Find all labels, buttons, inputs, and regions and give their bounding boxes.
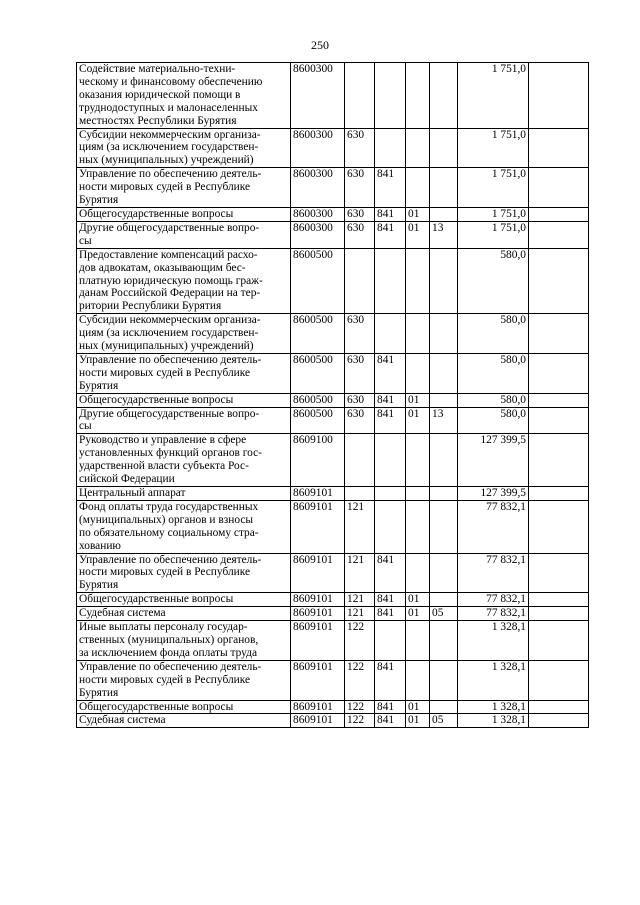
row-name — [77, 128, 291, 168]
row-name-line: Другие общегосударственные вопро- — [79, 407, 260, 420]
row-grbs-code — [375, 248, 406, 314]
row-vr-code: 630 — [345, 128, 375, 168]
table-row — [77, 128, 589, 168]
row-empty-cell — [529, 128, 589, 168]
row-name — [77, 621, 291, 661]
row-empty-cell — [529, 353, 589, 393]
row-name — [77, 700, 291, 714]
row-vr-code: 122 — [345, 700, 375, 714]
row-amount: 1 751,0 — [458, 168, 529, 208]
table-row — [77, 221, 589, 248]
row-amount: 1 328,1 — [458, 714, 529, 728]
row-pr-code — [430, 207, 458, 221]
row-name-line: Судебная система — [79, 607, 166, 620]
row-empty-cell — [529, 487, 589, 501]
page-number: 250 — [311, 38, 329, 52]
row-name-line: Общегосударственные вопросы — [79, 393, 234, 406]
row-amount: 580,0 — [458, 353, 529, 393]
row-name — [77, 221, 291, 248]
row-name — [77, 500, 291, 553]
row-name-line: Субсидии некоммерческим организа- — [79, 314, 261, 327]
row-vr-code: 630 — [345, 314, 375, 354]
row-amount: 1 328,1 — [458, 660, 529, 700]
row-csr-code: 8600300 — [291, 207, 345, 221]
row-amount: 580,0 — [458, 248, 529, 314]
row-name — [77, 660, 291, 700]
table-row — [77, 63, 589, 129]
row-vr-code — [345, 63, 375, 129]
row-csr-code: 8609101 — [291, 487, 345, 501]
row-grbs-code — [375, 128, 406, 168]
row-grbs-code: 841 — [375, 407, 406, 434]
row-vr-code: 630 — [345, 393, 375, 407]
row-grbs-code — [375, 500, 406, 553]
row-empty-cell — [529, 314, 589, 354]
row-csr-code: 8609100 — [291, 434, 345, 487]
row-empty-cell — [529, 248, 589, 314]
row-amount: 1 751,0 — [458, 207, 529, 221]
row-vr-code: 122 — [345, 660, 375, 700]
row-empty-cell — [529, 607, 589, 621]
row-empty-cell — [529, 434, 589, 487]
row-grbs-code: 841 — [375, 593, 406, 607]
row-grbs-code: 841 — [375, 700, 406, 714]
row-csr-code: 8609101 — [291, 621, 345, 661]
row-name — [77, 434, 291, 487]
row-grbs-code — [375, 63, 406, 129]
row-name-line: ности мировых судей в Республике — [79, 566, 251, 579]
table-row — [77, 248, 589, 314]
row-name-line: Центральный аппарат — [79, 487, 186, 499]
row-name-line: ности мировых судей в Республике — [79, 366, 251, 379]
row-name-line: Управление по обеспечению деятель- — [79, 168, 262, 181]
row-pr-code — [430, 487, 458, 501]
row-empty-cell — [529, 621, 589, 661]
row-amount: 127 399,5 — [458, 434, 529, 487]
row-pr-code — [430, 168, 458, 208]
row-name — [77, 207, 291, 221]
table-row — [77, 660, 589, 700]
row-rz-code — [406, 128, 430, 168]
row-rz-code — [406, 500, 430, 553]
row-name-line: циям (за исключением государствен- — [79, 327, 259, 340]
row-pr-code — [430, 593, 458, 607]
row-pr-code: 13 — [430, 407, 458, 434]
row-pr-code — [430, 63, 458, 129]
row-name-line: Общегосударственные вопросы — [79, 700, 234, 713]
row-rz-code — [406, 487, 430, 501]
row-name — [77, 168, 291, 208]
row-amount: 580,0 — [458, 407, 529, 434]
row-name — [77, 714, 291, 728]
row-grbs-code: 841 — [375, 660, 406, 700]
row-csr-code: 8600300 — [291, 168, 345, 208]
row-empty-cell — [529, 393, 589, 407]
table-row — [77, 593, 589, 607]
row-name — [77, 487, 291, 501]
row-name-line: Судебная система — [79, 714, 166, 727]
row-name — [77, 248, 291, 314]
row-amount: 1 328,1 — [458, 621, 529, 661]
row-name — [77, 593, 291, 607]
row-vr-code: 121 — [345, 553, 375, 593]
row-csr-code: 8609101 — [291, 593, 345, 607]
row-grbs-code: 841 — [375, 393, 406, 407]
row-name-line: циям (за исключением государствен- — [79, 141, 259, 154]
row-vr-code: 630 — [345, 353, 375, 393]
row-name-line: труднодоступных и малонаселенных — [79, 101, 258, 114]
row-name-line: сы — [79, 234, 92, 247]
row-csr-code: 8609101 — [291, 714, 345, 728]
table-row — [77, 168, 589, 208]
row-pr-code — [430, 128, 458, 168]
row-rz-code: 01 — [406, 221, 430, 248]
row-name-line: Бурятия — [79, 579, 119, 592]
row-empty-cell — [529, 221, 589, 248]
row-vr-code: 630 — [345, 407, 375, 434]
row-vr-code: 121 — [345, 500, 375, 553]
row-amount: 580,0 — [458, 393, 529, 407]
table-row — [77, 314, 589, 354]
row-name — [77, 407, 291, 434]
row-rz-code: 01 — [406, 593, 430, 607]
row-csr-code: 8600300 — [291, 221, 345, 248]
row-vr-code: 630 — [345, 207, 375, 221]
row-vr-code: 121 — [345, 607, 375, 621]
row-name-line: Субсидии некоммерческим организа- — [79, 128, 261, 141]
row-empty-cell — [529, 500, 589, 553]
row-grbs-code: 841 — [375, 221, 406, 248]
row-amount: 1 751,0 — [458, 221, 529, 248]
row-amount: 1 751,0 — [458, 63, 529, 129]
row-name-line: ности мировых судей в Республике — [79, 181, 251, 194]
row-csr-code: 8600500 — [291, 407, 345, 434]
row-empty-cell — [529, 714, 589, 728]
row-name — [77, 63, 291, 129]
row-rz-code: 01 — [406, 407, 430, 434]
row-empty-cell — [529, 407, 589, 434]
row-rz-code — [406, 248, 430, 314]
row-amount: 127 399,5 — [458, 487, 529, 501]
row-name-line: сы — [79, 420, 92, 433]
row-name-line: платную юридическую помощь граж- — [79, 274, 263, 287]
row-name-line: ственных (муниципальных) органов, — [79, 633, 259, 646]
row-vr-code: 122 — [345, 714, 375, 728]
row-grbs-code: 841 — [375, 607, 406, 621]
row-name-line: Управление по обеспечению деятель- — [79, 553, 262, 566]
row-amount: 77 832,1 — [458, 607, 529, 621]
row-empty-cell — [529, 63, 589, 129]
row-pr-code — [430, 621, 458, 661]
table-row — [77, 500, 589, 553]
row-vr-code: 630 — [345, 221, 375, 248]
row-pr-code — [430, 314, 458, 354]
row-name-line: Управление по обеспечению деятель- — [79, 660, 262, 673]
row-empty-cell — [529, 700, 589, 714]
budget-table — [76, 62, 589, 728]
row-pr-code — [430, 500, 458, 553]
table-row — [77, 700, 589, 714]
row-csr-code: 8609101 — [291, 500, 345, 553]
row-name-line: установленных функций органов гос- — [79, 447, 262, 460]
row-name-line: дов адвокатам, оказывающим бес- — [79, 261, 246, 274]
row-name-line: ных (муниципальных) учреждений) — [79, 154, 254, 167]
row-pr-code — [430, 660, 458, 700]
row-rz-code — [406, 553, 430, 593]
row-name-line: Содействие материально-техни- — [79, 63, 236, 75]
row-name-line: Бурятия — [79, 686, 119, 699]
row-csr-code: 8600300 — [291, 128, 345, 168]
row-empty-cell — [529, 660, 589, 700]
row-grbs-code: 841 — [375, 553, 406, 593]
row-amount: 77 832,1 — [458, 593, 529, 607]
row-pr-code — [430, 553, 458, 593]
row-name-line: Иные выплаты персоналу государ- — [79, 621, 248, 634]
row-csr-code: 8609101 — [291, 607, 345, 621]
row-rz-code: 01 — [406, 700, 430, 714]
row-name-line: за исключением фонда оплаты труда — [79, 646, 258, 659]
table-row — [77, 393, 589, 407]
row-name-line: Общегосударственные вопросы — [79, 207, 234, 220]
table-row — [77, 407, 589, 434]
row-name — [77, 607, 291, 621]
row-vr-code: 630 — [345, 168, 375, 208]
row-name-line: Бурятия — [79, 194, 119, 207]
row-name-line: Управление по обеспечению деятель- — [79, 353, 262, 366]
row-empty-cell — [529, 207, 589, 221]
row-grbs-code — [375, 487, 406, 501]
row-vr-code — [345, 248, 375, 314]
row-rz-code — [406, 168, 430, 208]
row-name-line: ности мировых судей в Республике — [79, 673, 251, 686]
row-rz-code: 01 — [406, 207, 430, 221]
row-name-line: (муниципальных) органов и взносы — [79, 513, 254, 526]
row-name-line: Руководство и управление в сфере — [79, 434, 247, 447]
row-csr-code: 8609101 — [291, 660, 345, 700]
row-name-line: Предоставление компенсаций расхо- — [79, 248, 258, 261]
row-amount: 77 832,1 — [458, 500, 529, 553]
row-amount: 1 328,1 — [458, 700, 529, 714]
row-grbs-code: 841 — [375, 714, 406, 728]
row-empty-cell — [529, 553, 589, 593]
row-amount: 580,0 — [458, 314, 529, 354]
row-grbs-code: 841 — [375, 353, 406, 393]
row-rz-code — [406, 353, 430, 393]
row-name-line: оказания юридической помощи в — [79, 88, 241, 101]
row-name-line: Общегосударственные вопросы — [79, 593, 234, 606]
row-name-line: Бурятия — [79, 379, 119, 392]
row-rz-code — [406, 660, 430, 700]
table-row — [77, 207, 589, 221]
row-pr-code: 05 — [430, 607, 458, 621]
row-csr-code: 8609101 — [291, 700, 345, 714]
row-vr-code — [345, 487, 375, 501]
row-empty-cell — [529, 168, 589, 208]
row-pr-code — [430, 248, 458, 314]
table-row — [77, 607, 589, 621]
row-grbs-code: 841 — [375, 207, 406, 221]
row-name — [77, 553, 291, 593]
row-amount: 1 751,0 — [458, 128, 529, 168]
row-rz-code — [406, 434, 430, 487]
table-row — [77, 434, 589, 487]
row-name-line: ударственной власти субъекта Рос- — [79, 460, 249, 473]
row-grbs-code: 841 — [375, 168, 406, 208]
row-pr-code — [430, 353, 458, 393]
row-csr-code: 8600500 — [291, 248, 345, 314]
table-row — [77, 621, 589, 661]
row-pr-code — [430, 700, 458, 714]
table-row — [77, 353, 589, 393]
row-pr-code: 13 — [430, 221, 458, 248]
table-row — [77, 714, 589, 728]
row-name-line: Фонд оплаты труда государственных — [79, 500, 259, 513]
row-name-line: местностях Республики Бурятия — [79, 114, 237, 127]
row-rz-code — [406, 63, 430, 129]
row-rz-code: 01 — [406, 607, 430, 621]
row-pr-code: 05 — [430, 714, 458, 728]
row-csr-code: 8600500 — [291, 393, 345, 407]
row-name-line: ческому и финансовому обеспечению — [79, 75, 263, 88]
row-name-line: Другие общегосударственные вопро- — [79, 221, 260, 234]
row-grbs-code — [375, 314, 406, 354]
row-rz-code — [406, 621, 430, 661]
row-csr-code: 8600300 — [291, 63, 345, 129]
row-grbs-code — [375, 434, 406, 487]
row-name-line: по обязательному социальному стра- — [79, 526, 259, 539]
row-csr-code: 8600500 — [291, 353, 345, 393]
row-name-line: ритории Республики Бурятия — [79, 300, 222, 313]
row-rz-code: 01 — [406, 393, 430, 407]
row-rz-code — [406, 314, 430, 354]
row-vr-code: 121 — [345, 593, 375, 607]
row-vr-code: 122 — [345, 621, 375, 661]
row-csr-code: 8609101 — [291, 553, 345, 593]
row-pr-code — [430, 393, 458, 407]
row-name — [77, 314, 291, 354]
row-name — [77, 393, 291, 407]
table-row — [77, 553, 589, 593]
row-empty-cell — [529, 593, 589, 607]
row-name-line: хованию — [79, 539, 121, 552]
row-name — [77, 353, 291, 393]
table-row — [77, 487, 589, 501]
row-name-line: данам Российской Федерации на тер- — [79, 287, 261, 300]
row-rz-code: 01 — [406, 714, 430, 728]
row-grbs-code — [375, 621, 406, 661]
row-vr-code — [345, 434, 375, 487]
row-pr-code — [430, 434, 458, 487]
row-name-line: сийской Федерации — [79, 473, 175, 486]
row-name-line: ных (муниципальных) учреждений) — [79, 340, 254, 353]
row-amount: 77 832,1 — [458, 553, 529, 593]
row-csr-code: 8600500 — [291, 314, 345, 354]
